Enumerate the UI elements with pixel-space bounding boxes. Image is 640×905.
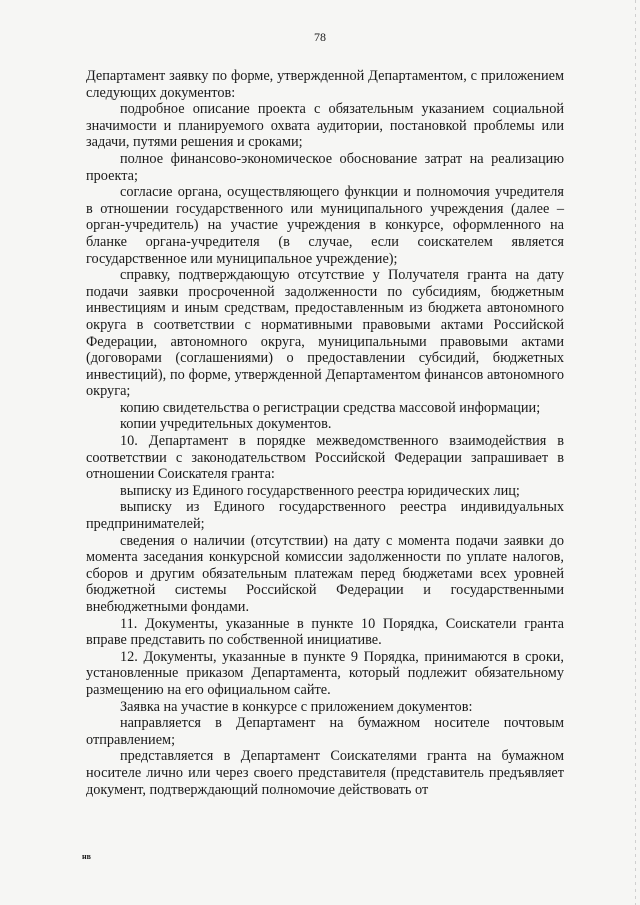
- paragraph: выписку из Единого государственного реестра юридических лиц;: [120, 482, 520, 499]
- paragraph: полное финансово-экономическое обоснование затрат на реализацию проекта;: [86, 150, 564, 184]
- paragraph: представляется в Департамент Соискателями гранта на бумажном носителе лично или через своего представителя (представитель предъявляет документ, подтверждающий полномочие действовать от: [86, 748, 564, 798]
- page-number: 78: [314, 30, 326, 44]
- paragraph: Заявка на участие в конкурсе с приложением документов:: [120, 698, 473, 715]
- scan-edge-divider: [635, 0, 636, 905]
- paragraph: 11. Документы, указанные в пункте 10 Порядка, Соискатели гранта вправе представить по собственной инициативе.: [86, 615, 564, 649]
- paragraph: согласие органа, осуществляющего функции и полномочия учредителя в отношении государственного или муниципального учреждения (далее – орган-учредитель) на участие учреждения в конкурсе, оформленного на бланке органа-учредителя (в случае, если соискателем является государственное или муниципальное учреждение);: [86, 184, 564, 267]
- paragraph: подробное описание проекта с обязательным указанием социальной значимости и планируемого охвата аудитории, постановкой проблемы или задачи, путями решения и сроками;: [86, 101, 564, 151]
- paragraph: справку, подтверждающую отсутствие у Получателя гранта на дату подачи заявки просроченной задолженности по субсидиям, бюджетным инвестициям и иным средствам, предоставленным из бюджета автономного округа в соответствии с нормативными правовыми актами Российской Федерации, автономного округа, муниципальными правовыми актами (договорами (соглашениями) о предоставлении субсидий, бюджетных инвестиций), по форме, утвержденной Департаментом финансов автономного округа;: [86, 267, 564, 400]
- paragraph: сведения о наличии (отсутствии) на дату с момента подачи заявки до момента заседания конкурсной комиссии задолженности по уплате налогов, сборов и другим обязательным платежам перед бюджетами всех уровней бюджетной системы Российской Федерации и государственными внебюджетными фондами.: [86, 532, 564, 615]
- paragraph: 10. Департамент в порядке межведомственного взаимодействия в соответствии с законодательством Российской Федерации запрашивает в отношении Соискателя гранта:: [86, 433, 564, 483]
- document-body: [86, 68, 564, 798]
- paragraph: копии учредительных документов.: [120, 416, 332, 433]
- paragraph: направляется в Департамент на бумажном носителе почтовым отправлением;: [86, 715, 564, 748]
- paragraph: выписку из Единого государственного реестра индивидуальных предпринимателей;: [86, 499, 564, 533]
- footer-initials: нв: [82, 852, 91, 861]
- paragraph: копию свидетельства о регистрации средства массовой информации;: [120, 399, 541, 416]
- paragraph: Департамент заявку по форме, утвержденной Департаментом, с приложением следующих документов:: [86, 68, 564, 101]
- paragraph: 12. Документы, указанные в пункте 9 Порядка, принимаются в сроки, установленные приказом Департамента, который подлежит обязательному размещению на его официальном сайте.: [86, 648, 564, 698]
